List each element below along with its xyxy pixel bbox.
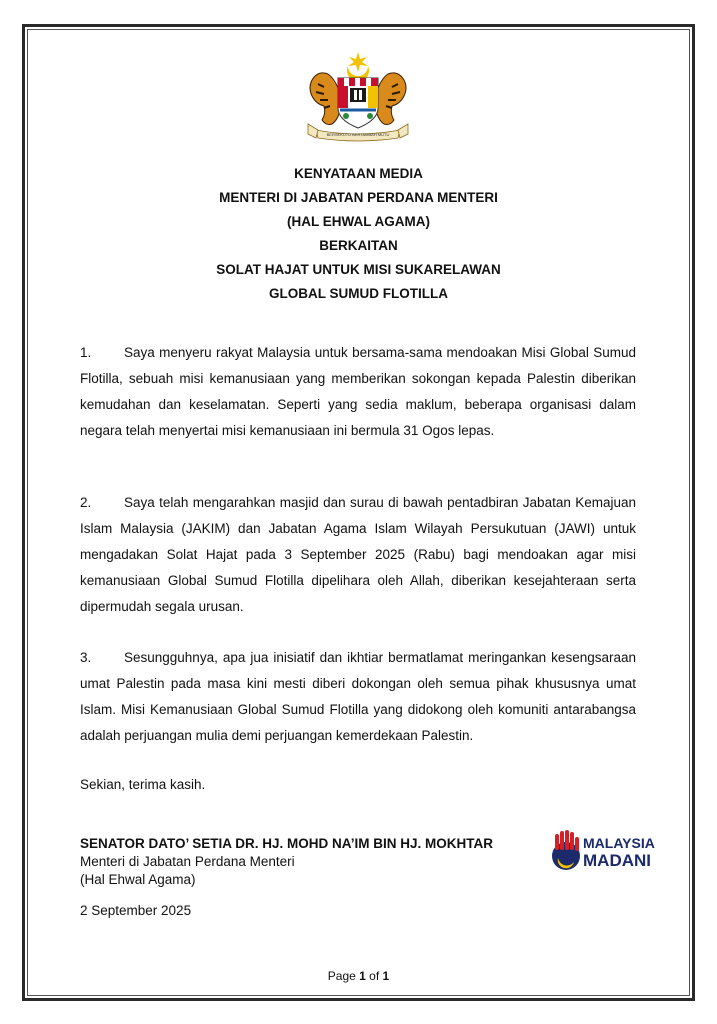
paragraph-number: 3.: [80, 650, 92, 665]
paragraph-1: [80, 340, 636, 444]
paragraph-3: [80, 645, 636, 749]
heading-line: BERKAITAN: [319, 238, 398, 253]
footer-total-pages: 1: [382, 969, 390, 983]
logo-text-malaysia: MALAYSIA: [583, 835, 655, 851]
paragraph-2: [80, 490, 636, 620]
footer-page-label: Page: [327, 969, 356, 983]
paragraph-number: 2.: [80, 495, 92, 510]
signatory-name: SENATOR DATO’ SETIA DR. HJ. MOHD NA’IM BIN HJ. MOKHTAR: [80, 836, 494, 851]
heading-line: GLOBAL SUMUD FLOTILLA: [269, 286, 448, 301]
statement-heading: [60, 162, 657, 306]
heading-line: (HAL EHWAL AGAMA): [287, 214, 430, 229]
footer-of-label: of: [369, 969, 380, 983]
closing-remark: Sekian, terima kasih.: [80, 777, 206, 792]
malaysia-madani-logo: [549, 828, 664, 874]
signatory-portfolio: (Hal Ehwal Agama): [80, 872, 196, 887]
heading-line: MENTERI DI JABATAN PERDANA MENTERI: [219, 190, 498, 205]
paragraph-text: Saya telah mengarahkan masjid dan surau di bawah pentadbiran Jabatan Kemajuan Islam Malaysia (JAKIM) dan Jabatan Agama Islam Wilayah Persukutuan (JAWI) untuk mengadakan Solat Hajat pada 3 September 2025 (Rabu) bagi mendoakan agar misi kemanusiaan Global Sumud Flotilla dipelihara oleh Allah, diberikan kesejahteraan serta dipermudah segala urusan.: [80, 495, 636, 614]
coat-of-arms-emblem: [302, 50, 414, 142]
signatory-title: Menteri di Jabatan Perdana Menteri: [80, 854, 295, 869]
footer-current-page: 1: [359, 969, 366, 983]
paragraph-text: Sesungguhnya, apa jua inisiatif dan ikhtiar bermatlamat meringankan kesengsaraan umat Palestin pada masa kini mesti diberi dokongan oleh semua pihak khususnya umat Islam. Misi Kemanusiaan Global Sumud Flotilla yang didokong oleh komuniti antarabangsa adalah perjuangan mulia demi perjuangan kemerdekaan Palestin.: [80, 650, 636, 743]
logo-text-madani: MADANI: [583, 851, 651, 870]
statement-date: 2 September 2025: [80, 903, 192, 918]
paragraph-number: 1.: [80, 345, 92, 360]
heading-line: SOLAT HAJAT UNTUK MISI SUKARELAWAN: [216, 262, 501, 277]
heading-line: KENYATAAN MEDIA: [294, 166, 423, 181]
page-number-footer: [0, 968, 717, 984]
crest-motto: BERSEKUTU BERTAMBAH MUTU: [326, 132, 390, 137]
paragraph-text: Saya menyeru rakyat Malaysia untuk bersama-sama mendoakan Misi Global Sumud Flotilla, sebuah misi kemanusiaan yang memberikan sokongan kepada Palestin diberikan kemudahan dan keselamatan. Seperti yang sedia maklum, beberapa organisasi dalam negara telah menyertai misi kemanusiaan ini bermula 31 Ogos lepas.: [80, 345, 636, 438]
